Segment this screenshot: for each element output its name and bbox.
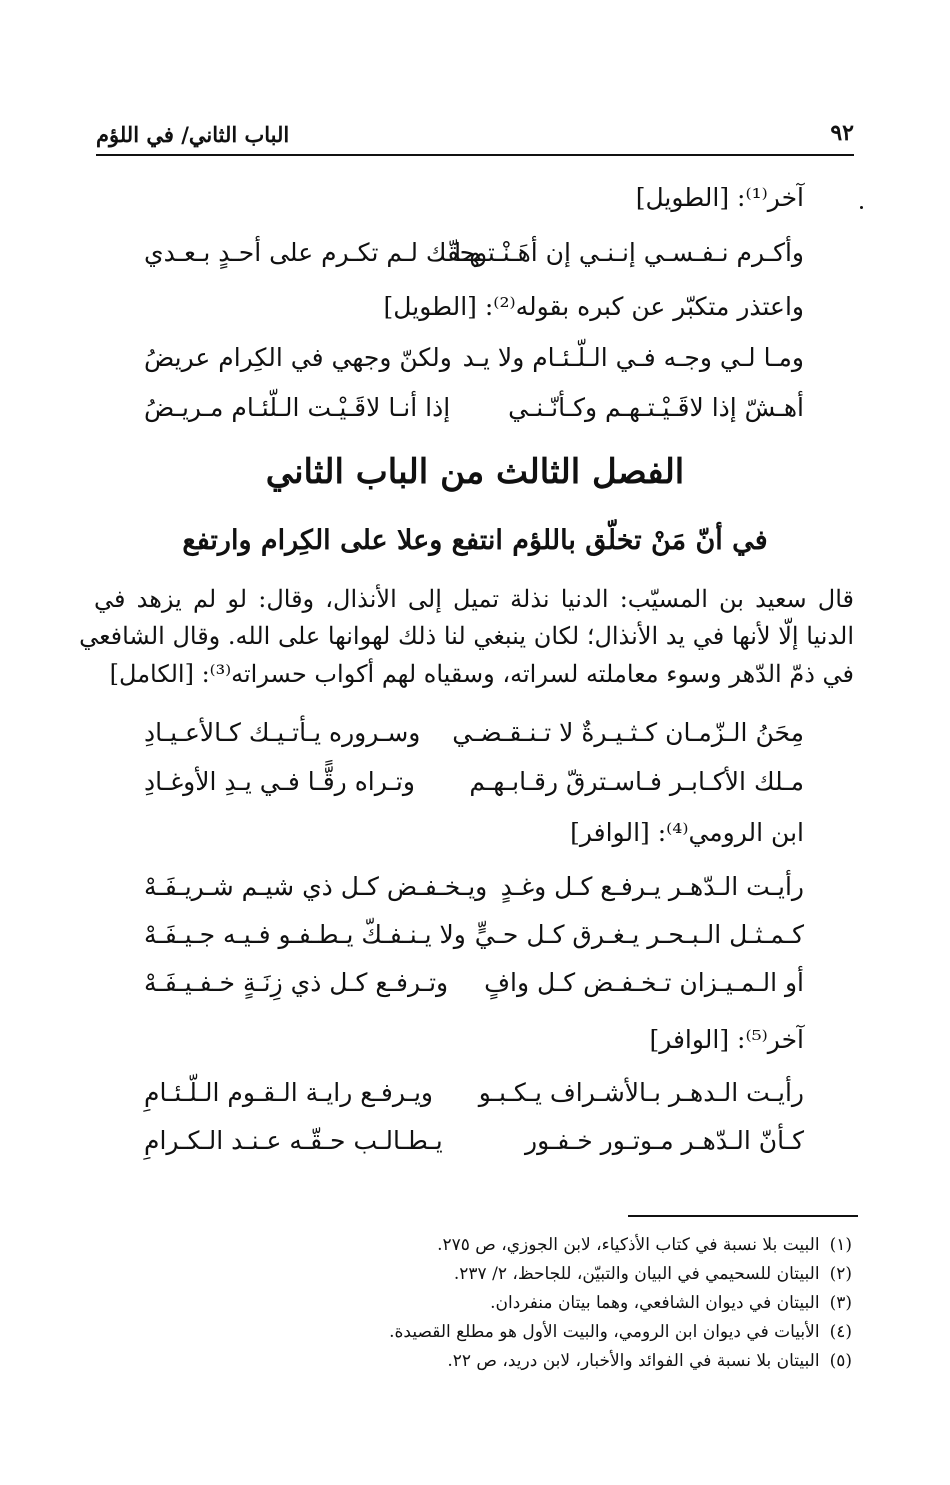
running-header (96, 118, 854, 156)
poem-intro-3: ابن الرومي⁽⁴⁾: [الوافر] (570, 818, 804, 847)
footnote-text: البيتان للسحيمي في البيان والتبيّن، للجاحظ، ٢/ ٢٣٧. (453, 1264, 820, 1284)
section-title: الفصل الثالث من الباب الثاني (265, 452, 685, 492)
poem-intro-4: آخر⁽⁵⁾: [الوافر] (649, 1025, 804, 1054)
verse-line (144, 393, 804, 431)
verse-first-hemistich: مـلك الأكـابـر فـاسـترقّ رقـابـهـم (469, 767, 804, 796)
prose-line: في ذمّ الدّهر وسوء معاملته لسراته، وسقياه لهم أكواب حسراته⁽³⁾: [الكامل] (109, 660, 854, 688)
verse-second-hemistich: وتـراه رقًّـا فـي يـدِ الأوغـادِ (144, 767, 415, 796)
margin-dot (860, 206, 863, 209)
verse-second-hemistich: وتـرفـع كـل ذي زِنَـةٍ خـفـيـفَـهْ (144, 968, 449, 997)
verse-first-hemistich: أو الـمـيـزان تـخـفـض كـل وافٍ (484, 968, 804, 997)
footnote-text: الأبيات في ديوان ابن الرومي، والبيت الأول هو مطلع القصيدة. (389, 1322, 820, 1342)
prose-line: الدنيا إلّا لأنها في يد الأنذال؛ لكان ينبغي لنا ذلك لهوانها على الله. وقال الشافعي (79, 622, 854, 650)
verse-line (144, 718, 804, 756)
verse-first-hemistich: رأيـت الـدّهـر يـرفـع كـل وغـدٍ (500, 872, 804, 901)
verse-line (144, 968, 804, 1006)
footnote (437, 1235, 852, 1255)
verse-line (144, 1078, 804, 1116)
verse-line (144, 238, 804, 276)
verse-second-hemistich: يـطـالـب حـقّـه عـنـد الـكـرامِ (144, 1126, 443, 1155)
footnote-text: البيت بلا نسبة في كتاب الأذكياء، لابن الجوزي، ص ٢٧٥. (437, 1235, 820, 1255)
verse-line (144, 920, 804, 958)
chapter-header-title: الباب الثاني/ في اللؤم (96, 122, 290, 147)
verse-line (144, 767, 804, 805)
footnote-number: (١) (829, 1235, 852, 1255)
verse-first-hemistich: وأكـرم نـفـسـي إنـنـي إن أهَـنْـتـهـا (454, 238, 804, 267)
prose-line: قال سعيد بن المسيّب: الدنيا نذلة تميل إلى الأنذال، وقال: لو لم يزهد في (94, 585, 854, 613)
verse-line (144, 343, 804, 381)
footnote-number: (٢) (829, 1264, 852, 1284)
verse-second-hemistich: ولكنّ وجهي في الكِرام عريضُ (144, 343, 452, 372)
poem-intro-2: واعتذر متكبّر عن كبره بقوله⁽²⁾: [الطويل] (383, 292, 804, 321)
footnote (490, 1293, 852, 1313)
footnote-number: (٥) (829, 1351, 852, 1371)
footnote-separator (628, 1215, 858, 1217)
poem-intro-1: آخر⁽¹⁾: [الطويل] (635, 183, 804, 212)
verse-first-hemistich: ومـا لـي وجـه فـي الـلّـئـام ولا يـد (462, 343, 804, 372)
verse-second-hemistich: وحقّك لـم تكـرم على أحـدٍ بـعـدي (144, 238, 488, 267)
footnote-text: البيتان بلا نسبة في الفوائد والأخبار، لابن دريد، ص ٢٢. (447, 1351, 820, 1371)
footnote-number: (٤) (829, 1322, 852, 1342)
footnote-text: البيتان في ديوان الشافعي، وهما بيتان منفردان. (490, 1293, 820, 1313)
footnote (389, 1322, 852, 1342)
verse-first-hemistich: رأيـت الـدهـر بـالأشـراف يـكـبـو (478, 1078, 804, 1107)
verse-first-hemistich: مِحَنُ الـزّمـان كـثـيـرةٌ لا تـنـقـضـي (452, 718, 804, 747)
verse-first-hemistich: أهـشّ إذا لاقَـيْـتـهـم وكـأنّـنـي (508, 393, 804, 422)
verse-first-hemistich: كـمـثـل الـبـحـر يـغـرق كـل حـيٍّ (474, 920, 804, 949)
verse-second-hemistich: ولا يـنـفـكّ يـطـفـو فـيـه جـيـفَـهْ (144, 920, 466, 949)
verse-second-hemistich: ويـخـفـض كـل ذي شيـم شـريـفَـهْ (144, 872, 488, 901)
section-subtitle: في أنّ مَنْ تخلّق باللؤم انتفع وعلا على الكِرام وارتفع (182, 525, 768, 556)
verse-first-hemistich: كـأنّ الـدّهـر مـوتـور خـفـور (525, 1126, 804, 1155)
page-number: ٩٢ (830, 120, 854, 146)
verse-line (144, 872, 804, 910)
verse-second-hemistich: وسـروره يـأتـيـك كـالأعـيـادِ (144, 718, 421, 747)
verse-second-hemistich: إذا أنـا لاقَـيْـت الـلّئـام مـريـضُ (144, 393, 451, 422)
verse-line (144, 1126, 804, 1164)
footnote-number: (٣) (829, 1293, 852, 1313)
footnote (454, 1264, 852, 1284)
footnote (447, 1351, 852, 1371)
verse-second-hemistich: ويـرفـع رايـة الـقـوم الـلّـئـامِ (144, 1078, 433, 1107)
